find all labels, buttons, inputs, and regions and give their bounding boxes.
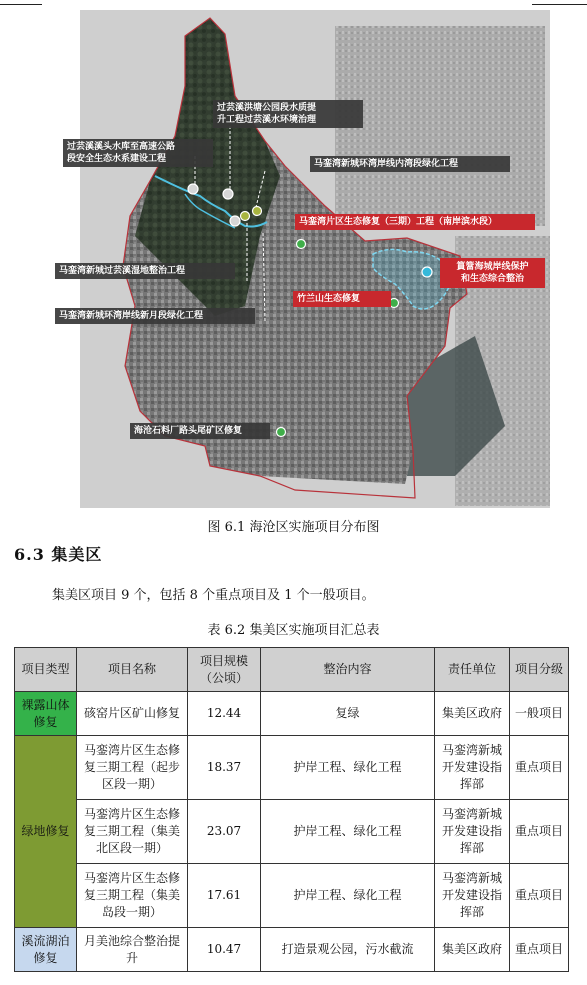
table-row — [15, 864, 569, 928]
table-row — [15, 928, 569, 972]
header-content: 整治内容 — [261, 648, 435, 692]
header-rule-right — [532, 4, 587, 5]
label-quarry-tailings-restoration: 海沧石料厂路头尾矿区修复 — [130, 423, 270, 439]
cell-unit: 马銮湾新城开发建设指挥部 — [435, 864, 510, 928]
cell-level: 重点项目 — [510, 800, 569, 864]
project-summary-table — [14, 647, 569, 972]
cell-content: 护岸工程、绿化工程 — [261, 800, 435, 864]
marker-green-1 — [297, 240, 306, 249]
cell-type: 裸露山体修复 — [15, 692, 77, 736]
marker-green-3 — [277, 428, 286, 437]
cell-unit: 马銮湾新城开发建设指挥部 — [435, 736, 510, 800]
cell-name: 马銮湾片区生态修复三期工程（集美岛段一期） — [77, 864, 188, 928]
cell-level: 重点项目 — [510, 928, 569, 972]
cell-type: 溪流湖泊修复 — [15, 928, 77, 972]
header-scale: 项目规模（公顷） — [188, 648, 261, 692]
cell-scale: 10.47 — [188, 928, 261, 972]
marker-grey-1 — [188, 184, 198, 194]
cell-unit: 集美区政府 — [435, 928, 510, 972]
table-row — [15, 736, 569, 800]
label-inner-bay-greening: 马銮湾新城环湾岸线内湾段绿化工程 — [310, 156, 510, 172]
table-row — [15, 692, 569, 736]
cell-scale: 23.07 — [188, 800, 261, 864]
header-unit: 责任单位 — [435, 648, 510, 692]
cell-level: 一般项目 — [510, 692, 569, 736]
cell-content: 复绿 — [261, 692, 435, 736]
table-row — [15, 800, 569, 864]
marker-grey-2 — [223, 189, 233, 199]
figure-caption: 图 6.1 海沧区实施项目分布图 — [207, 520, 380, 535]
header-rule-left — [0, 4, 42, 5]
label-zhulanshan-restoration: 竹兰山生态修复 — [293, 291, 391, 307]
cell-content: 打造景观公园，污水截流 — [261, 928, 435, 972]
label-guoyunxi-reservoir-water-system: 过芸溪溪头水库至高速公路 段安全生态水系建设工程 — [63, 139, 213, 167]
cell-type: 绿地修复 — [15, 736, 77, 928]
cell-scale: 12.44 — [188, 692, 261, 736]
header-type: 项目类型 — [15, 648, 77, 692]
label-guoyunxi-water-quality: 过芸溪洪塘公园段水质提 升工程过芸溪水环境治理 — [213, 100, 363, 128]
label-shoreline-protection: 篔簹海城岸线保护 和生态综合整治 — [440, 258, 545, 288]
cell-unit: 马銮湾新城开发建设指挥部 — [435, 800, 510, 864]
marker-olive-1 — [241, 212, 250, 221]
marker-teal — [422, 267, 432, 277]
project-distribution-map — [35, 6, 555, 512]
header-level: 项目分级 — [510, 648, 569, 692]
cell-name: 硋窑片区矿山修复 — [77, 692, 188, 736]
cell-scale: 17.61 — [188, 864, 261, 928]
label-crescent-greening: 马銮湾新城环湾岸线新月段绿化工程 — [55, 308, 255, 324]
cell-level: 重点项目 — [510, 736, 569, 800]
cell-name: 马銮湾片区生态修复三期工程（集美北区段一期） — [77, 800, 188, 864]
cell-level: 重点项目 — [510, 864, 569, 928]
label-wetland-remediation: 马銮湾新城过芸溪湿地整治工程 — [55, 263, 235, 279]
section-heading: 6.3 集美区 — [14, 545, 103, 564]
marker-grey-3 — [230, 216, 240, 226]
marker-olive-2 — [253, 207, 262, 216]
header-name: 项目名称 — [77, 648, 188, 692]
table-caption: 表 6.2 集美区实施项目汇总表 — [207, 623, 380, 638]
cell-scale: 18.37 — [188, 736, 261, 800]
table-header-row — [15, 648, 569, 692]
cell-unit: 集美区政府 — [435, 692, 510, 736]
label-south-shore-restoration: 马銮湾片区生态修复（三期）工程（南岸滨水段） — [295, 214, 535, 230]
cell-content: 护岸工程、绿化工程 — [261, 864, 435, 928]
cell-content: 护岸工程、绿化工程 — [261, 736, 435, 800]
cell-name: 马銮湾片区生态修复三期工程（起步区段一期） — [77, 736, 188, 800]
section-paragraph: 集美区项目 9 个，包括 8 个重点项目及 1 个一般项目。 — [52, 588, 375, 603]
cell-name: 月美池综合整治提升 — [77, 928, 188, 972]
background-urban-northeast — [335, 26, 545, 226]
